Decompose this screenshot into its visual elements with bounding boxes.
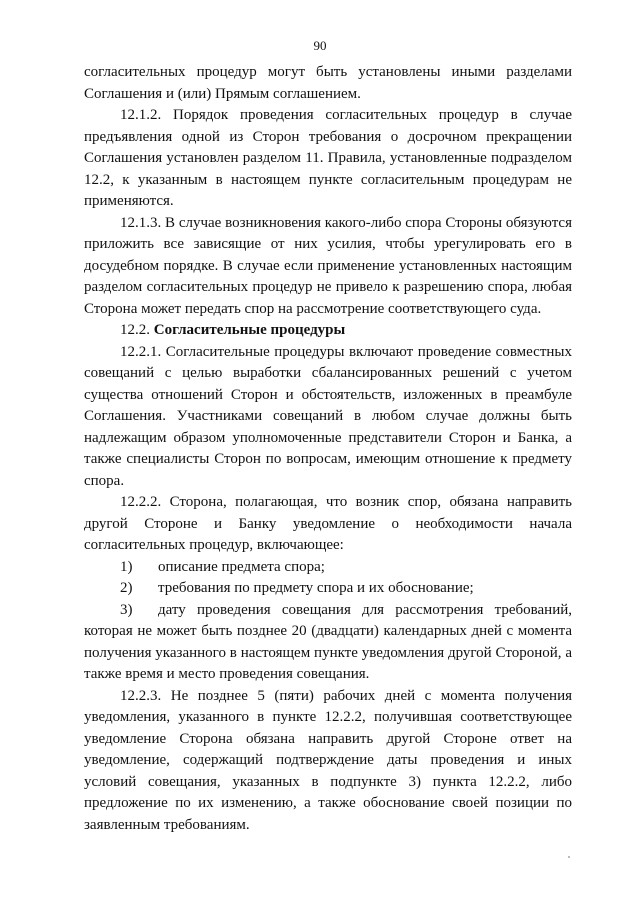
list-item-text: описание предмета спора; (158, 558, 325, 575)
paragraph-12-2-2: 12.2.2. Сторона, полагающая, что возник спор, обязана направить другой Стороне и Банку уведомление о необходимости начала согласительных процедур, включающее: (84, 494, 572, 553)
section-title: Согласительные процедуры (153, 322, 346, 338)
list-item (84, 600, 572, 686)
scan-speck (568, 856, 570, 858)
list-marker: 1) (120, 558, 133, 575)
paragraph-12-1-3: 12.1.3. В случае возникновения какого-либо спора Стороны обязуются приложить все зависящие от них усилия, чтобы урегулировать его в досудебном порядке. В случае если применение установленных настоящим разделом согласительных процедур не привело к разрешению спора, любая Сторона может передать спор на рассмотрение соответствующего суда. (84, 214, 572, 317)
paragraph-12-2-1: 12.2.1. Согласительные процедуры включают проведение совместных совещаний с целью выработки сбалансированных решений с учетом существа отношений Сторон и обстоятельств, изложенных в преамбуле Соглашения. Участниками совещаний в любом случае должны быть надлежащим образом уполномоченные представители Сторон и Банка, а также специалисты Сторон по вопросам, имеющим отношение к предмету спора. (84, 343, 572, 489)
paragraph-continuation: согласительных процедур могут быть установлены иными разделами Соглашения и (или) Прямым соглашением. (84, 64, 572, 102)
list-item (84, 557, 572, 579)
document-body (84, 62, 572, 836)
paragraph-12-1-2: 12.1.2. Порядок проведения согласительных процедур в случае предъявления одной из Сторон требования о досрочном прекращении Соглашения установлен разделом 11. Правила, установленные подразделом 12.2, к указанным в настоящем пункте согласительным процедурам не применяются. (84, 107, 572, 209)
list-marker: 2) (120, 580, 133, 596)
page-number: 90 (313, 38, 327, 53)
paragraph-12-2-3: 12.2.3. Не позднее 5 (пяти) рабочих дней с момента получения уведомления, указанного в пункте 12.2.2, получившая соответствующее уведомление Сторона обязана направить другой Стороне ответ на уведомление, содержащий подтверждение даты проведения и иных условий совещания, указанных в подпункте 3) пункта 12.2.2, либо предложение по их изменению, а также обоснование своей позиции по заявленным требованиям. (84, 687, 572, 833)
section-number: 12.2. (120, 322, 150, 338)
list-item-text: дату проведения совещания для рассмотрения требований, которая не может быть позднее 20 (двадцати) календарных дней с момента получения указанного в настоящем пункте уведомления другой Стороной, а также время и место проведения совещания. (84, 601, 572, 682)
list-item (84, 578, 572, 600)
list-item-text: требования по предмету спора и их обоснование; (158, 580, 474, 596)
section-heading-12-2 (84, 320, 572, 342)
list-marker: 3) (120, 601, 133, 618)
